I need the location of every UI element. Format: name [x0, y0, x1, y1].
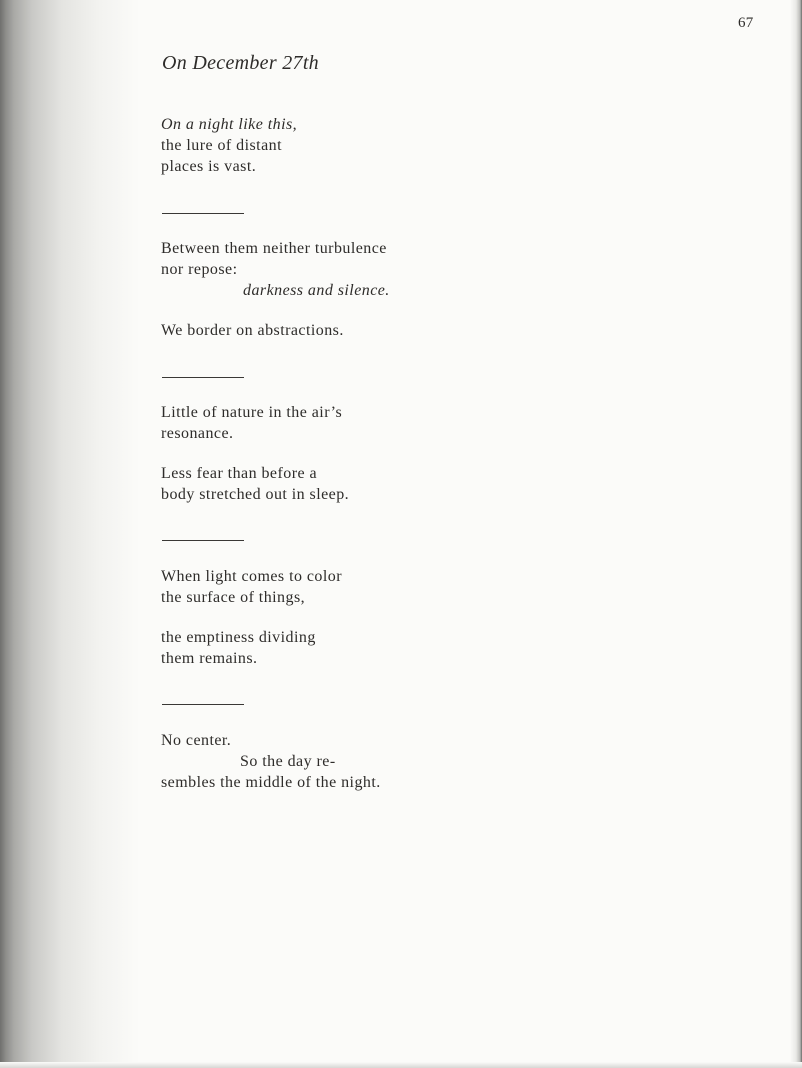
poem-line: Less fear than before a — [161, 465, 318, 482]
poem-line: the lure of distant — [161, 137, 282, 154]
poem-line: sembles the middle of the night. — [161, 774, 381, 791]
poem-line: Between them neither turbulence — [161, 240, 387, 257]
poem-line: No center. — [161, 732, 232, 749]
section-divider — [162, 377, 244, 378]
binding-shadow — [0, 0, 140, 1068]
section-divider — [162, 213, 244, 214]
page-edge — [790, 0, 802, 1068]
page-number: 67 — [738, 15, 754, 31]
poem-line: We border on abstractions. — [161, 322, 344, 339]
poem-line: When light comes to color — [161, 568, 342, 585]
poem-line: nor repose: — [161, 261, 238, 278]
poem-line: darkness and silence. — [243, 282, 390, 299]
poem-title: On December 27th — [162, 52, 319, 74]
poem-line: them remains. — [161, 650, 258, 667]
poem-line: So the day re- — [240, 753, 336, 770]
section-divider — [162, 704, 244, 705]
poem-line: the surface of things, — [161, 589, 306, 606]
poem-line: Little of nature in the air’s — [161, 404, 343, 421]
poem-line: the emptiness dividing — [161, 629, 316, 646]
section-divider — [162, 540, 244, 541]
poem-line: resonance. — [161, 425, 234, 442]
poem-line: places is vast. — [161, 158, 257, 175]
page-bottom-edge — [0, 1062, 802, 1068]
poem-line: body stretched out in sleep. — [161, 486, 350, 503]
poem-line: On a night like this, — [161, 116, 298, 133]
